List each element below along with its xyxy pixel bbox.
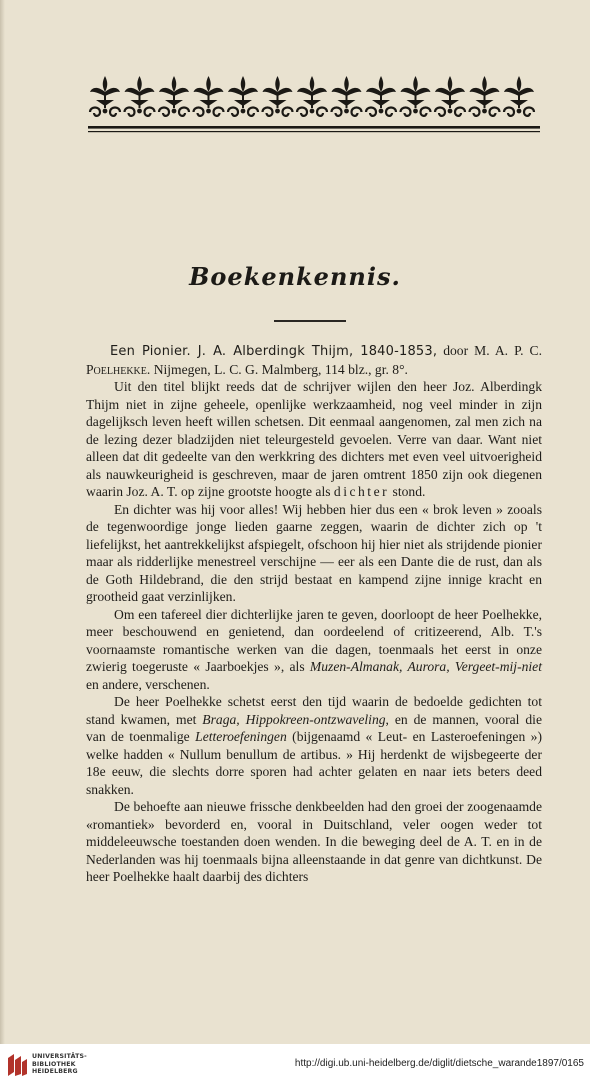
paragraph — [86, 342, 542, 378]
text-segment: dichter — [333, 484, 390, 499]
text-segment: De heer Poelhekke schetst eerst den tijd waarin de bedoelde gedichten tot stand kwamen, met — [86, 694, 542, 727]
text-segment: Muzen-Almanak, Aurora, Vergeet-mij-niet — [309, 659, 542, 674]
text-segment: stond. — [389, 484, 426, 499]
text-segment: En dichter was hij voor alles! Wij hebben hier dus een « brok leven » zooals de tegenwoordige jonge lieden gaarne zeggen, waarin de dichter zich op 't liefelijkst, het aantrekkelijkst afspiegelt, ofschoon hij hier niet als strijdende pionier maar als ridderlijke menestreel verschijne — eer als een Dante die de rust, dan als de Goth Hildebrand, die den strijd bestaat en kampend zijne innige kracht en grootheid gaat verzinlijken. — [86, 501, 542, 604]
text-segment: Uit den titel blijkt reeds dat de schrijver wijlen den heer Joz. Alberdingk Thijm niet in zijne geheele, openlijke werkzaamheid, nog veel minder in zijn dagelijksch leven heeft willen schetsen. Dit eenmaal aangenomen, zal men zich na de lezing dezer bladzijden niet teleurgesteld gevoelen. Verre van daar. Want niet alleen dat dit gedeelte van den werkkring des dichters met even veel uitvoerigheid als nauwkeurigheid is geschreven, maar de jaren omtrent 1850 zijn ook diegenen waarin Joz. A. T. op zijne grootste hoogte als — [86, 379, 542, 499]
logo-line: HEIDELBERG — [32, 1068, 78, 1076]
text-segment: en andere, verschenen. — [86, 676, 210, 692]
text-segment: . Nijmegen, L. C. G. Malmberg, 114 blz., gr. 8°. — [146, 361, 408, 377]
paragraph — [86, 693, 542, 798]
text-segment: Braga, Hippokreen-ontzwaveling — [202, 711, 386, 727]
section-title: Boekenkennis. — [189, 262, 401, 291]
footer-bar — [0, 1044, 590, 1086]
logo-line: BIBLIOTHEK — [32, 1060, 76, 1068]
paragraph — [86, 798, 542, 886]
article-body — [86, 342, 542, 886]
text-segment: (bijgenaamd « Leut- en Lasteroefeningen ») welke hadden « Nullum benullum de artibus. » Hij herdenkt de wijsbegeerte der 18e eeuw, die slechts dorre sporen had achter gelaten en naar iets beters deed snakken. — [86, 729, 542, 797]
source-url-link[interactable]: http://digi.ub.uni-heidelberg.de/diglit/dietsche_warande1897/0165 — [294, 1058, 584, 1069]
page-edge-shadow — [0, 0, 5, 1044]
text-segment: Een Pionier. J. A. Alberdingk Thijm, 1840-1853, — [110, 344, 438, 359]
title-divider — [274, 320, 346, 322]
text-segment: De behoefte aan nieuwe frissche denkbeelden had den groei der zoogenaamde «romantiek» bevorderd en, vooral in Duitschland, veler oogen weder tot middeleeuwsche toestanden doen wenden. In die beweging deel de A. T. en in de Nederlanden was hij toenmaals bijna alleenstaande in dat genre van dichtkunst. De heer Poelhekke haalt daarbij des dichters — [86, 799, 542, 884]
decorative-ornament-header — [88, 70, 540, 136]
logo-line: UNIVERSITÄTS- — [32, 1053, 87, 1060]
paragraph — [86, 501, 542, 606]
paragraph — [86, 606, 542, 694]
paragraph — [86, 378, 542, 501]
text-segment: Poelhekke — [86, 361, 147, 377]
text-segment: Letteroefeningen — [195, 729, 287, 744]
university-logo-icon — [6, 1052, 28, 1078]
text-segment: , en de mannen, vooral die van de toenmalige — [86, 711, 542, 744]
text-segment: Om een tafereel dier dichterlijke jaren te geven, doorloopt de heer Poelhekke, meer beschouwend en genietend, dan oordeelend of critizeerend, Alb. T.'s voornaamste romantische werken van die dagen, toenmaals het eerst in onze zwierig toegeruste « Jaarboekjes », als — [86, 606, 542, 674]
library-logo-text — [32, 1053, 87, 1076]
text-segment: door M. A. P. C. — [437, 343, 542, 358]
